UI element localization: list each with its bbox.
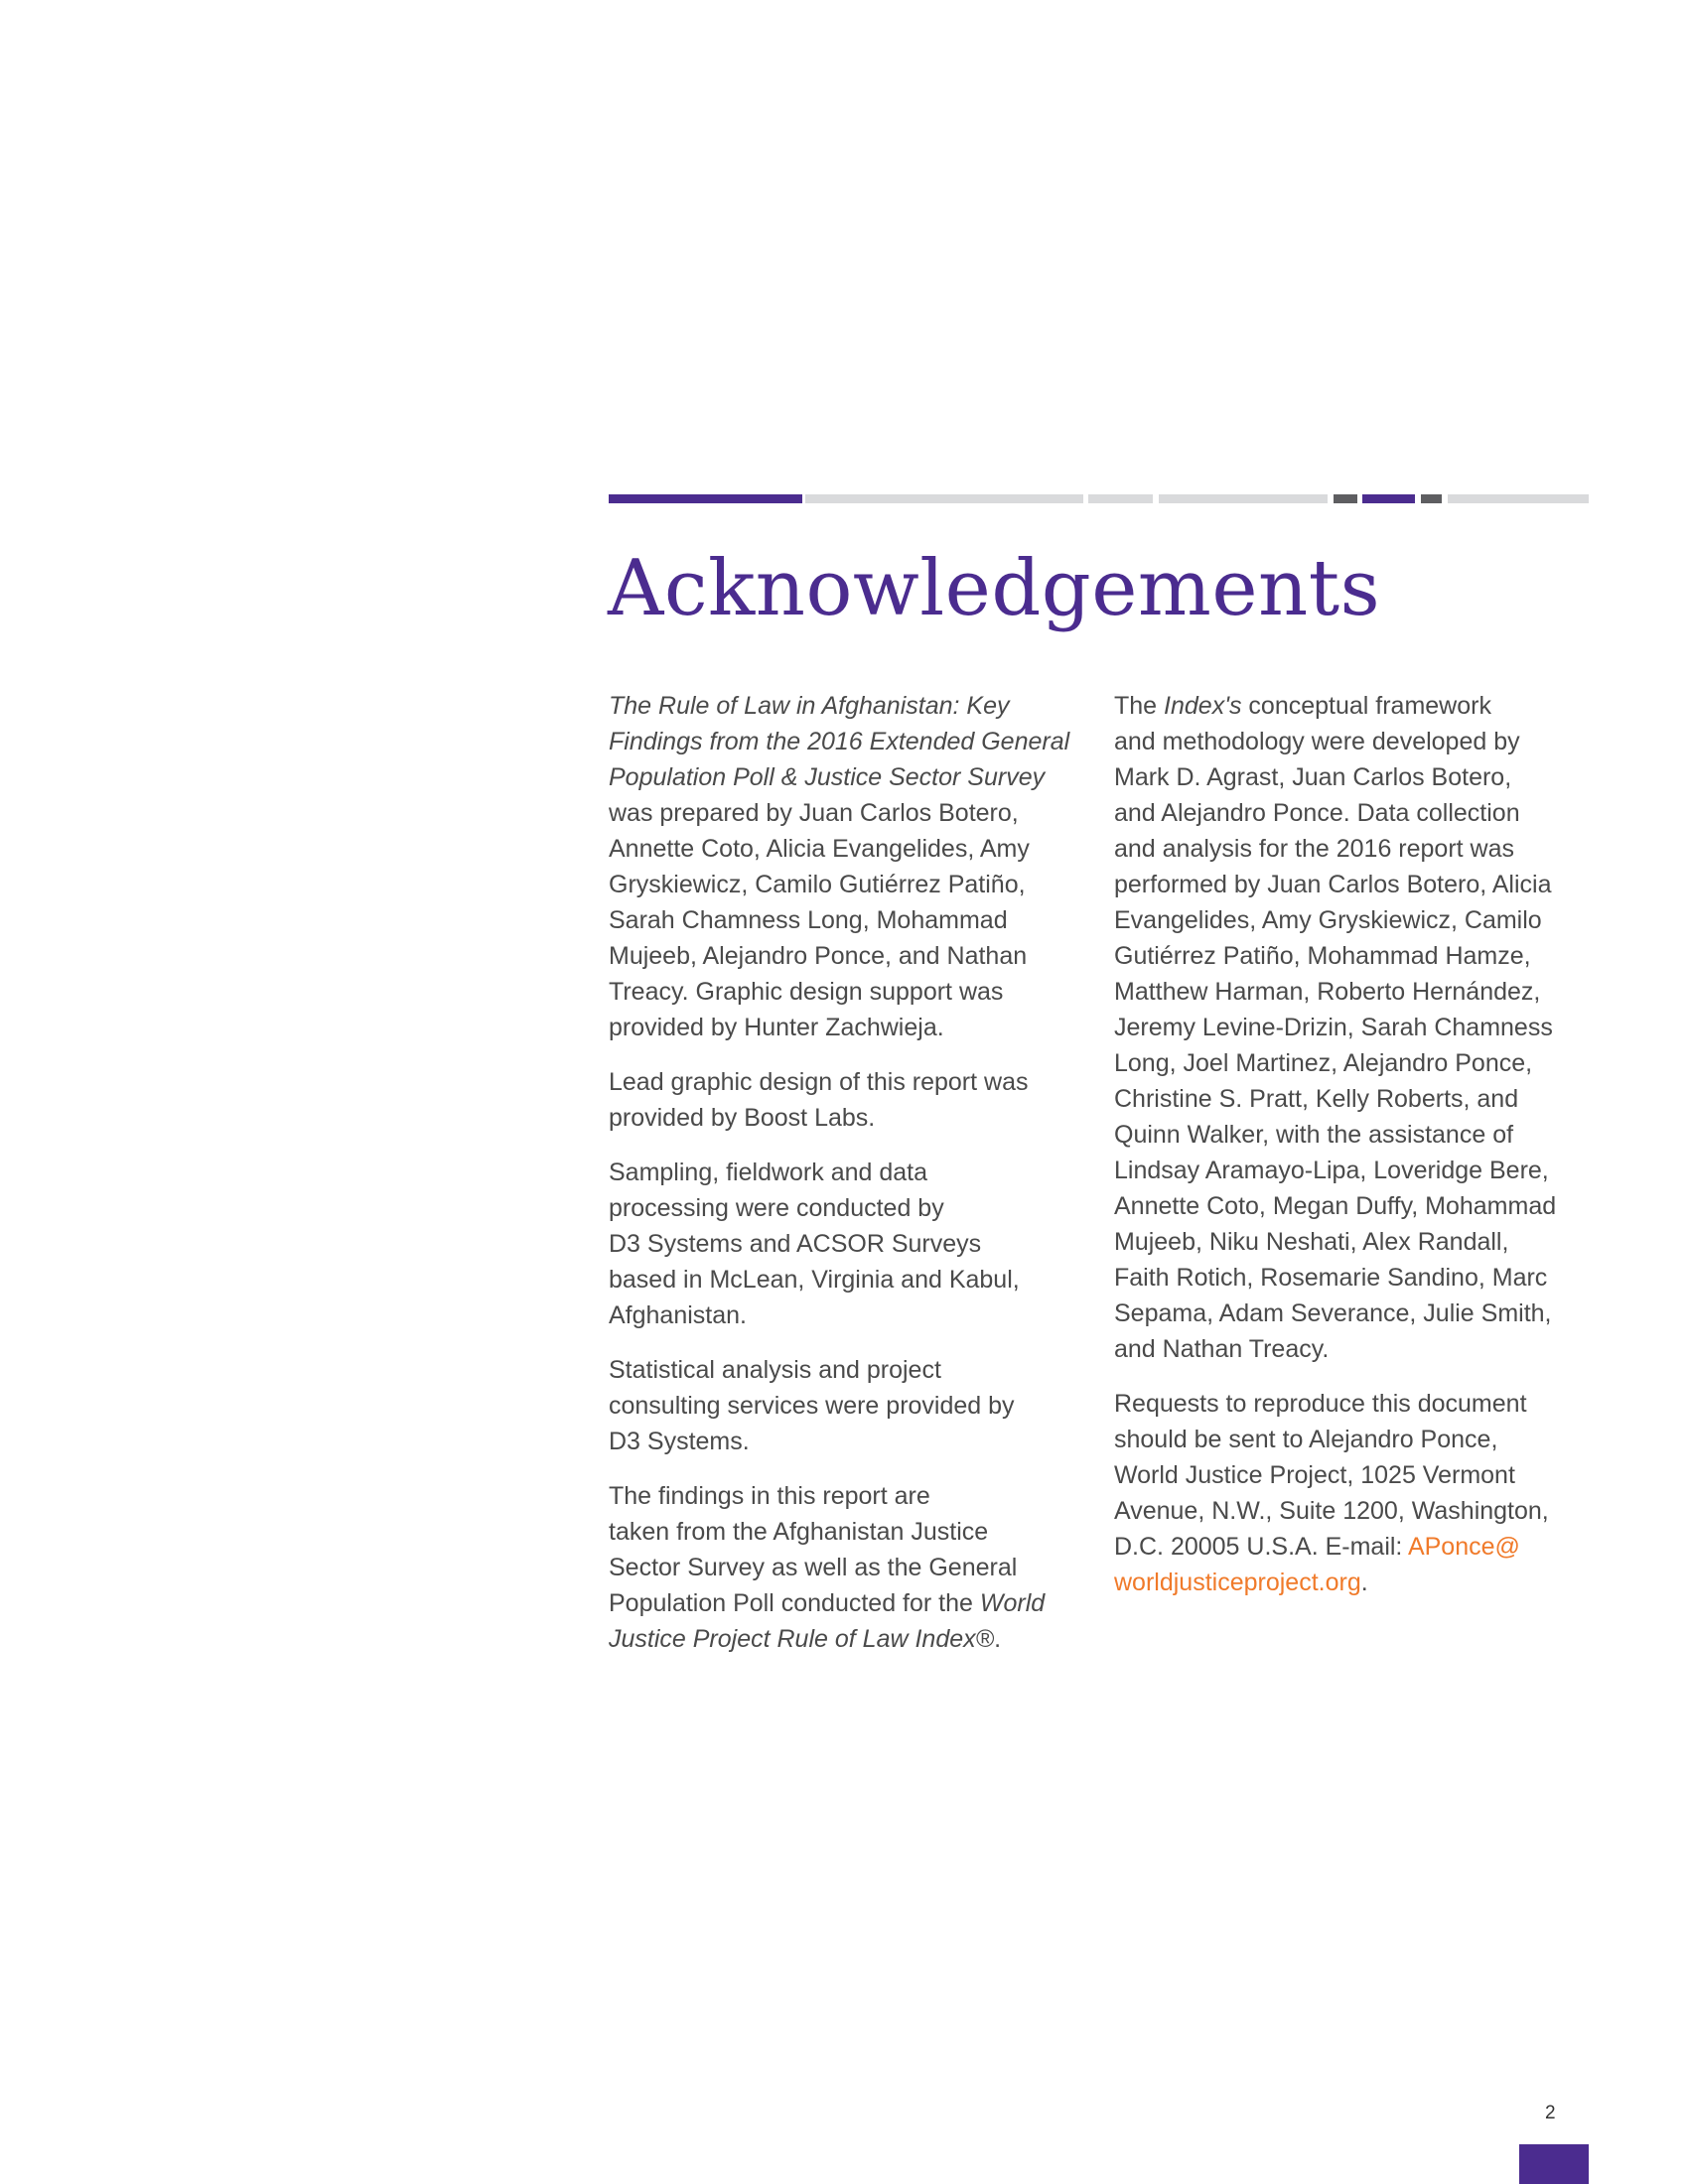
text-line: Annette Coto, Alicia Evangelides, Amy: [609, 835, 1030, 863]
text-line: Evangelides, Amy Gryskiewicz, Camilo: [1114, 906, 1542, 934]
text-line: Requests to reproduce this document: [1114, 1390, 1527, 1418]
text-line: Lead graphic design of this report was: [609, 1068, 1029, 1096]
text-line: [609, 1585, 1093, 1621]
text-line: Gutiérrez Patiño, Mohammad Hamze,: [1114, 942, 1531, 970]
text-line: [1114, 688, 1597, 724]
page-corner-tab: [1519, 2144, 1589, 2184]
text-line: D3 Systems.: [609, 1428, 750, 1455]
text-line: World Justice Project, 1025 Vermont: [1114, 1461, 1515, 1489]
text-line: taken from the Afghanistan Justice: [609, 1518, 989, 1546]
text-line: was prepared by Juan Carlos Botero,: [609, 799, 1019, 827]
text-line: Afghanistan.: [609, 1301, 747, 1329]
text-line: Treacy. Graphic design support was: [609, 978, 1004, 1006]
text-line: Sarah Chamness Long, Mohammad: [609, 906, 1008, 934]
email-link-part-2[interactable]: worldjusticeproject.org: [1114, 1569, 1361, 1596]
text-line: [1114, 1529, 1597, 1565]
text-line: Long, Joel Martinez, Alejandro Ponce,: [1114, 1049, 1533, 1077]
text-line: Statistical analysis and project: [609, 1356, 941, 1384]
text-line: and methodology were developed by: [1114, 728, 1520, 755]
text-run: conceptual framework: [1241, 692, 1491, 720]
index-name-italic: Justice Project Rule of Law Index®: [609, 1625, 995, 1653]
text-line: provided by Boost Labs.: [609, 1104, 876, 1132]
accent-bar-gray-1: [805, 494, 1083, 503]
report-preparers-paragraph: [609, 688, 1093, 1045]
text-line: Jeremy Levine-Drizin, Sarah Chamness: [1114, 1014, 1553, 1041]
text-line: The findings in this report are: [609, 1482, 930, 1510]
page-number: 2: [1545, 2103, 1556, 2123]
report-title-line: Population Poll & Justice Sector Survey: [609, 763, 1046, 791]
text-line: Matthew Harman, Roberto Hernández,: [1114, 978, 1541, 1006]
text-run: .: [1360, 1569, 1368, 1596]
text-line: and Nathan Treacy.: [1114, 1335, 1330, 1363]
text-run: .: [994, 1625, 1002, 1653]
text-line: and analysis for the 2016 report was: [1114, 835, 1515, 863]
fieldwork-paragraph: [609, 1155, 1093, 1333]
text-line: Gryskiewicz, Camilo Gutiérrez Patiño,: [609, 871, 1026, 898]
index-italic: Index's: [1164, 692, 1242, 720]
accent-bar-dark-1: [1334, 494, 1357, 503]
text-line: Lindsay Aramayo-Lipa, Loveridge Bere,: [1114, 1157, 1549, 1184]
text-run: D.C. 20005 U.S.A. E-mail:: [1114, 1533, 1408, 1561]
text-line: processing were conducted by: [609, 1194, 944, 1222]
text-line: based in McLean, Virginia and Kabul,: [609, 1266, 1020, 1294]
text-line: [1114, 1565, 1597, 1600]
text-line: Sampling, fieldwork and data: [609, 1159, 928, 1186]
text-line: Mujeeb, Alejandro Ponce, and Nathan: [609, 942, 1028, 970]
page-title: Acknowledgements: [608, 544, 1381, 633]
text-line: D3 Systems and ACSOR Surveys: [609, 1230, 982, 1258]
header-decorative-bars: [609, 494, 1589, 504]
text-line: Faith Rotich, Rosemarie Sandino, Marc: [1114, 1264, 1548, 1292]
text-line: Avenue, N.W., Suite 1200, Washington,: [1114, 1497, 1549, 1525]
left-column: [609, 688, 1093, 1676]
accent-bar-gray-3: [1159, 494, 1328, 503]
methodology-paragraph: [1114, 688, 1597, 1367]
graphic-design-paragraph: [609, 1064, 1093, 1136]
right-column: [1114, 688, 1597, 1619]
text-line: and Alejandro Ponce. Data collection: [1114, 799, 1520, 827]
report-title-line: Findings from the 2016 Extended General: [609, 728, 1070, 755]
text-run: Population Poll conducted for the: [609, 1589, 980, 1617]
text-line: Mark D. Agrast, Juan Carlos Botero,: [1114, 763, 1512, 791]
text-line: Sepama, Adam Severance, Julie Smith,: [1114, 1299, 1552, 1327]
index-name-italic: World: [979, 1589, 1046, 1617]
findings-source-paragraph: [609, 1478, 1093, 1657]
text-line: Mujeeb, Niku Neshati, Alex Randall,: [1114, 1228, 1509, 1256]
text-line: consulting services were provided by: [609, 1392, 1015, 1420]
text-line: should be sent to Alejandro Ponce,: [1114, 1426, 1498, 1453]
text-line: provided by Hunter Zachwieja.: [609, 1014, 944, 1041]
reproduction-requests-paragraph: [1114, 1386, 1597, 1600]
email-link-part-1[interactable]: APonce@: [1407, 1533, 1520, 1561]
text-line: [609, 1621, 1093, 1657]
report-title-line: The Rule of Law in Afghanistan: Key: [609, 692, 1010, 720]
text-line: Annette Coto, Megan Duffy, Mohammad: [1114, 1192, 1557, 1220]
accent-bar-gray-2: [1088, 494, 1153, 503]
accent-bar-dark-2: [1421, 494, 1442, 503]
accent-bar-purple-2: [1362, 494, 1415, 503]
text-line: Sector Survey as well as the General: [609, 1554, 1018, 1581]
text-line: Christine S. Pratt, Kelly Roberts, and: [1114, 1085, 1519, 1113]
text-line: Quinn Walker, with the assistance of: [1114, 1121, 1514, 1149]
text-run: The: [1114, 692, 1165, 720]
statistical-analysis-paragraph: [609, 1352, 1093, 1459]
text-line: performed by Juan Carlos Botero, Alicia: [1114, 871, 1552, 898]
accent-bar-purple-1: [609, 494, 802, 503]
accent-bar-gray-4: [1448, 494, 1589, 503]
